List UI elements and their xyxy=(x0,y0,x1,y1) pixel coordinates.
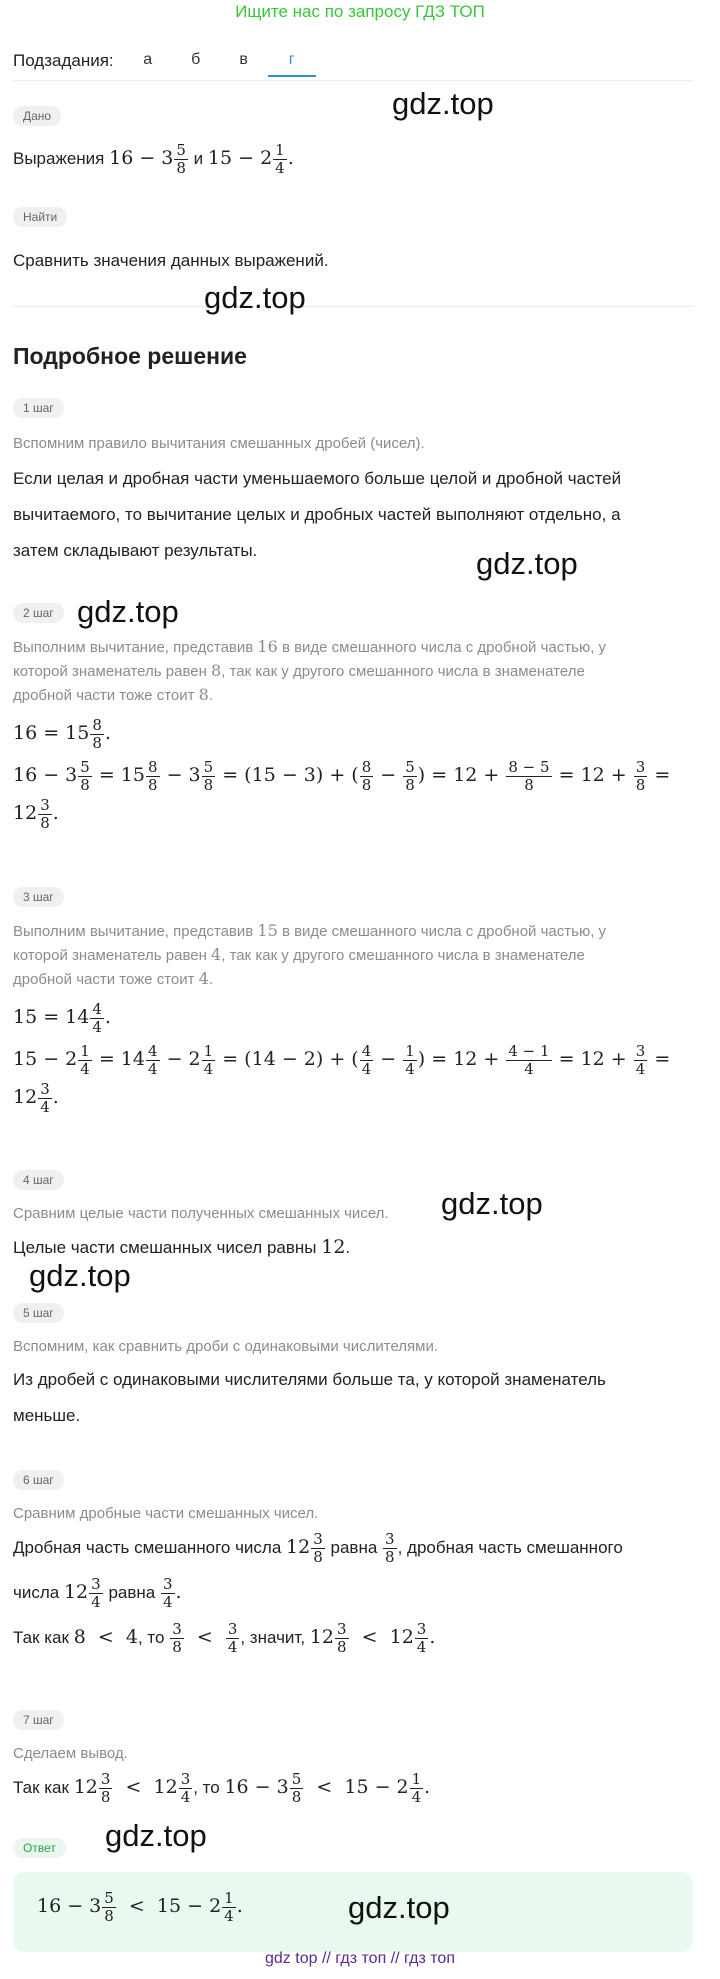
watermark: gdz.top xyxy=(348,1890,450,1925)
step-4 xyxy=(13,1170,693,1266)
step-7-chip: 7 шаг xyxy=(13,1710,64,1730)
step-6-text: Дробная часть смешанного числа 12 $\frac{3}{8}$ равна $\frac{3}{8}$ , дробная часть смешанного числа 12 $\frac{3}{4}$ равна $\frac{3}{4}$ . Так как 8 < 4, то $\frac{3}{8}$ < $\frac{3}{4}$ , значит, 12 $\frac{3}{8}$ < 12 $\frac{3}{4}$ . xyxy=(13,1530,623,1656)
solution-title: Подробное решение xyxy=(13,343,247,369)
answer-expr: 16 − 3 $\frac{5}{8}$ < 15 − 2 $\frac{1}{4}$ . xyxy=(37,1889,243,1925)
step-6-note: Сравним дробные части смешанных чисел. xyxy=(13,1505,319,1522)
step-1-note: Вспомним правило вычитания смешанных дробей (чисел). xyxy=(13,435,425,452)
step-2-eq1: 16 = 15 $\frac{8}{8}$ . xyxy=(13,716,111,752)
watermark: gdz.top xyxy=(77,594,179,629)
footer-link-gdz-top-ru-2[interactable]: гдз топ xyxy=(404,1950,455,1967)
given-chip: Дано xyxy=(13,106,61,126)
step-2-chip: 2 шаг xyxy=(13,603,64,623)
tab-b[interactable]: б xyxy=(191,51,201,68)
find-chip: Найти xyxy=(13,207,67,227)
step-3-chip: 3 шаг xyxy=(13,887,64,907)
step-1-chip: 1 шаг xyxy=(13,398,64,418)
step-2-eq2: 16 − 3 $\frac{5}{8}$ = 15 $\frac{8}{8}$ − 3 $\frac{5}{8}$ = (15 − 3) + ( $\frac{8}{8}$ − $\frac{5}{8}$ ) = 12 + $\frac{8 - 5}{8}$ = 12 + $\frac{3}{8}$ = xyxy=(13,758,671,794)
given-text: Выражения 16 − 3 $\frac{5}{8}$ и 15 − 2 $\frac{1}{4}$ . xyxy=(13,141,294,177)
watermark: gdz.top xyxy=(105,1818,207,1853)
step-6 xyxy=(13,1470,693,1660)
step-7-note: Сделаем вывод. xyxy=(13,1745,128,1762)
step-7 xyxy=(13,1710,693,1810)
step-5-text: Из дробей с одинаковыми числителями больше та, у которой знаменатель меньше. xyxy=(13,1370,606,1425)
answer-chip: Ответ xyxy=(13,1838,66,1858)
tab-a[interactable]: а xyxy=(143,51,153,68)
watermark: gdz.top xyxy=(392,86,494,121)
step-1-text: Если целая и дробная части уменьшаемого больше целой и дробной частей вычитаемого, то вычитание целых и дробных частей выполняют отдельно, а затем складывают результаты. xyxy=(13,469,622,560)
watermark: gdz.top xyxy=(204,280,306,315)
watermark: gdz.top xyxy=(476,546,578,581)
watermark: gdz.top xyxy=(29,1258,131,1293)
step-4-text: Целые части смешанных чисел равны 12. xyxy=(13,1236,351,1258)
find-text: Сравнить значения данных выражений. xyxy=(13,251,329,270)
step-4-chip: 4 шаг xyxy=(13,1170,64,1190)
step-3-eq3: 12 $\frac{3}{4}$ . xyxy=(13,1080,59,1116)
footer-link-gdz-top-ru[interactable]: гдз топ xyxy=(335,1950,387,1967)
step-5-note: Вспомним, как сравнить дроби с одинаковыми числителями. xyxy=(13,1338,439,1355)
footer-links xyxy=(0,1950,720,1968)
step-3-eq2: 15 − 2 $\frac{1}{4}$ = 14 $\frac{4}{4}$ − 2 $\frac{1}{4}$ = (14 − 2) + ( $\frac{4}{4}$ − $\frac{1}{4}$ ) = 12 + $\frac{4 - 1}{4}$ = 12 + $\frac{3}{4}$ = xyxy=(13,1042,671,1078)
divider xyxy=(13,306,693,307)
step-5 xyxy=(13,1303,693,1434)
find-section xyxy=(13,207,693,279)
step-1 xyxy=(13,398,693,569)
step-2 xyxy=(13,603,693,831)
footer-link-gdz-top[interactable]: gdz top xyxy=(265,1950,318,1967)
step-5-chip: 5 шаг xyxy=(13,1303,64,1323)
given-section xyxy=(13,106,693,177)
search-banner: Ищите нас по запросу ГДЗ ТОП xyxy=(235,2,485,21)
step-2-eq3: 12 $\frac{3}{8}$ . xyxy=(13,796,59,832)
tab-v[interactable]: в xyxy=(239,51,248,68)
subtasks-label: Подзадания: xyxy=(13,51,114,70)
subtasks-tabs xyxy=(13,48,693,81)
step-4-note: Сравним целые части полученных смешанных чисел. xyxy=(13,1205,389,1222)
step-3-note: Выполним вычитание, представив 15 в виде смешанного числа с дробной частью, у которой знаменатель равен 4, так как у другого смешанного числа в знаменателе дробной части тоже стоит 4. xyxy=(13,921,607,988)
step-7-text: Так как 12 $\frac{3}{8}$ < 12 $\frac{3}{4}$ , то 16 − 3 $\frac{5}{8}$ < 15 − 2 $\frac{1}{4}$ . xyxy=(13,1770,431,1806)
step-3-eq1: 15 = 14 $\frac{4}{4}$ . xyxy=(13,1000,111,1036)
footer-separator: // xyxy=(321,1950,331,1967)
watermark: gdz.top xyxy=(441,1186,543,1221)
step-2-note: Выполним вычитание, представив 16 в виде смешанного числа с дробной частью, у которой знаменатель равен 8, так как у другого смешанного числа в знаменателе дробной части тоже стоит 8. xyxy=(13,637,607,704)
step-6-chip: 6 шаг xyxy=(13,1470,64,1490)
footer-separator: // xyxy=(390,1950,400,1967)
tab-g[interactable]: г xyxy=(268,48,316,77)
step-3 xyxy=(13,887,693,1115)
